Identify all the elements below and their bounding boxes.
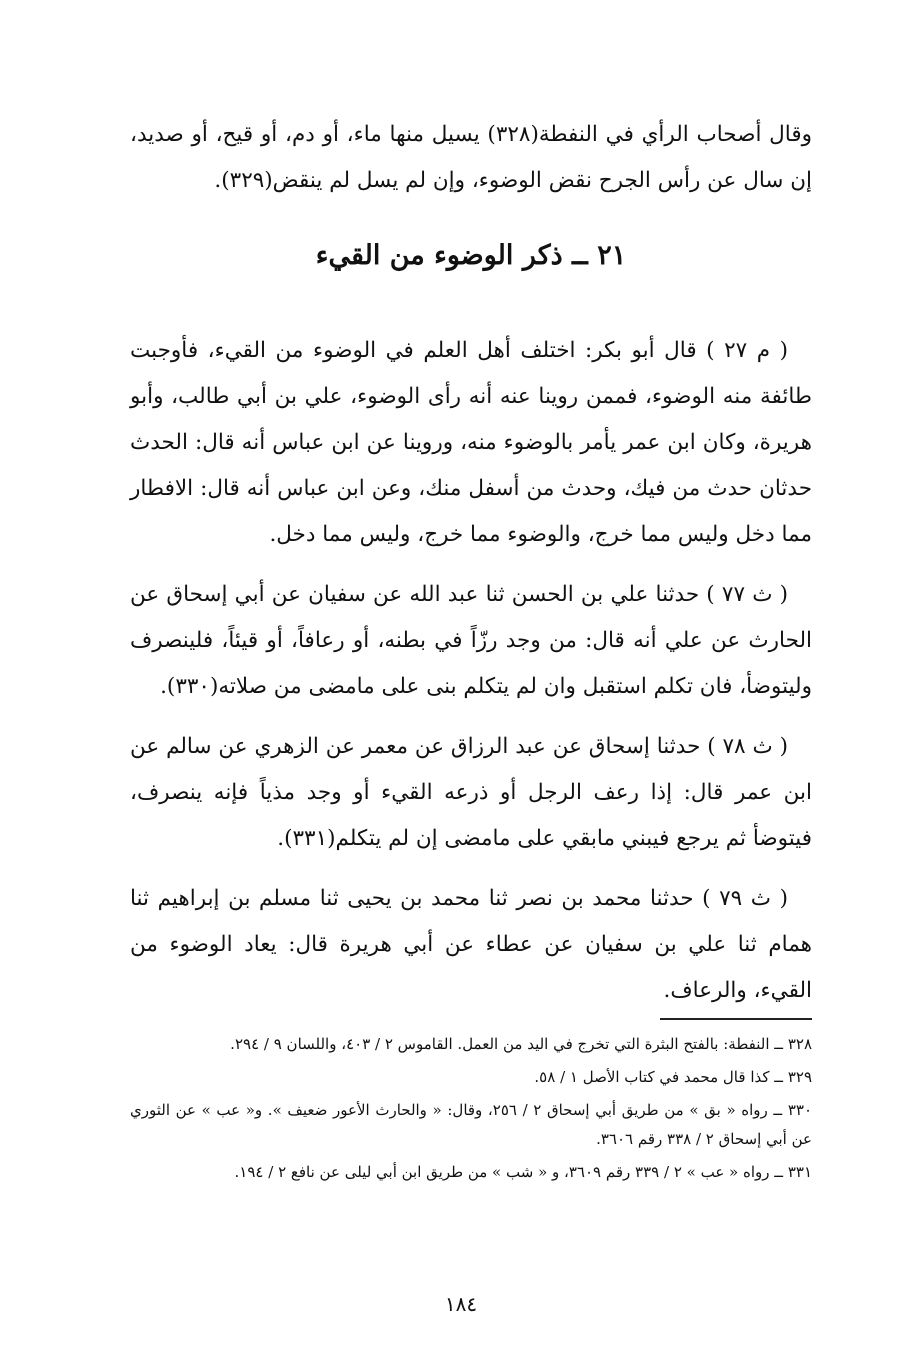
footnote-divider xyxy=(660,1018,812,1020)
footnote-330: ٣٣٠ ــ رواه « بق » من طريق أبي إسحاق ٢ / ٢٥٦، وقال: « والحارث الأعور ضعيف ». و« عب » عن الثوري عن أبي إسحاق ٢ / ٣٣٨ رقم ٣٦٠٦. xyxy=(130,1101,812,1148)
paragraph-th77: ( ث ٧٧ ) حدثنا علي بن الحسن ثنا عبد الله عن سفيان عن أبي إسحاق عن الحارث عن علي أنه قال: من وجد رزّاً في بطنه، أو رعافاً، أو قيئاً، فلينصرف وليتوضأ، فان تكلم استقبل وان لم يتكلم بنى على مامضى من صلاته(٣٣٠). xyxy=(130,582,812,699)
intro-paragraph xyxy=(130,112,812,210)
intro-text: وقال أصحاب الرأي في النفطة(٣٢٨) يسيل منها ماء، أو دم، أو قيح، أو صديد، إن سال عن رأس الجرح نقض الوضوء، وإن لم يسل لم ينقض(٣٢٩). xyxy=(130,122,812,193)
footnote-329: ٣٢٩ ــ كذا قال محمد في كتاب الأصل ١ / ٥٨. xyxy=(534,1068,812,1086)
section-heading: ٢١ ــ ذكر الوضوء من القيء xyxy=(315,240,627,271)
footnotes xyxy=(130,1030,812,1191)
footnote-331: ٣٣١ ــ رواه « عب » ٢ / ٣٣٩ رقم ٣٦٠٩، و « شب » من طريق ابن أبي ليلى عن نافع ٢ / ١٩٤. xyxy=(234,1163,812,1181)
paragraph-th79: ( ث ٧٩ ) حدثنا محمد بن نصر ثنا محمد بن يحيى ثنا مسلم بن إبراهيم ثنا همام ثنا علي بن سفيان عن عطاء عن أبي هريرة قال: يعاد الوضوء من القيء، والرعاف. xyxy=(130,886,812,1003)
page-number: ١٨٤ xyxy=(444,1292,478,1316)
footnote-328: ٣٢٨ ــ النفطة: بالفتح البثرة التي تخرج في اليد من العمل. القاموس ٢ / ٤٠٣، واللسان ٩ / ٢٩٤. xyxy=(230,1035,812,1053)
main-text xyxy=(130,328,812,1020)
paragraph-m27: ( م ٢٧ ) قال أبو بكر: اختلف أهل العلم في الوضوء من القيء، فأوجبت طائفة منه الوضوء، فممن روينا عنه أنه رأى الوضوء، علي بن أبي طالب، وأبو هريرة، وكان ابن عمر يأمر بالوضوء منه، وروينا عن ابن عباس أنه قال: الحدث حدثان حدث من فيك، وحدث من أسفل منك، وعن ابن عباس أنه قال: الافطار مما دخل وليس مما خرج، والوضوء مما خرج، وليس مما دخل. xyxy=(130,338,812,547)
paragraph-th78: ( ث ٧٨ ) حدثنا إسحاق عن عبد الرزاق عن معمر عن الزهري عن سالم عن ابن عمر قال: إذا رعف الرجل أو ذرعه القيء أو وجد مذياً فإنه ينصرف، فيتوضأ ثم يرجع فيبني مابقي على مامضى إن لم يتكلم(٣٣١). xyxy=(130,734,812,851)
